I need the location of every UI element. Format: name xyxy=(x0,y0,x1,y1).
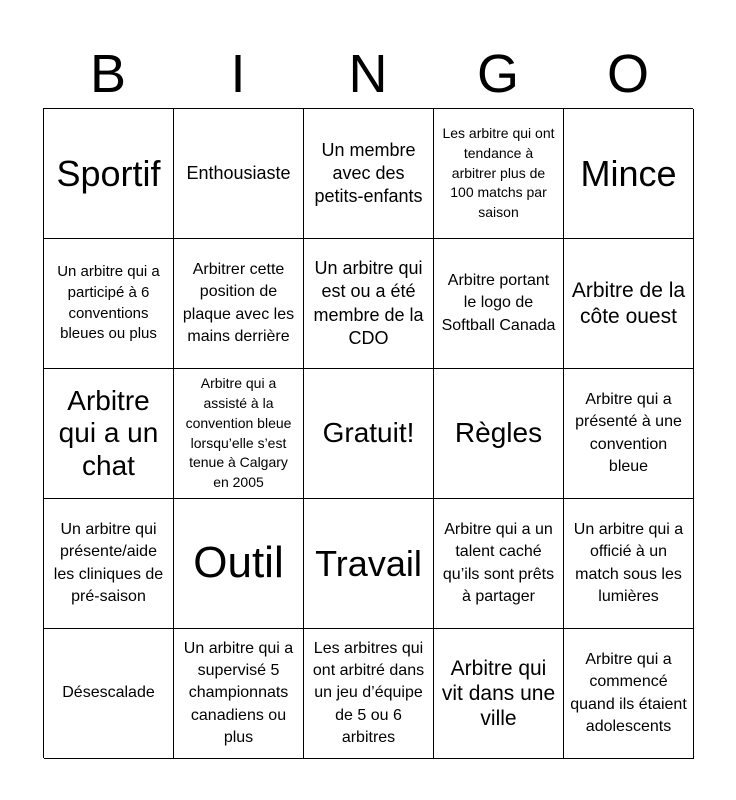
bingo-cell[interactable] xyxy=(174,499,304,629)
bingo-cell[interactable] xyxy=(434,239,564,369)
cell-text: Un arbitre qui présente/aide les cliniques de pré-saison xyxy=(53,521,164,605)
cell-text: Règles xyxy=(454,417,543,449)
cell-text: Sportif xyxy=(56,152,161,194)
bingo-cell[interactable] xyxy=(304,369,434,499)
cell-text: Arbitre qui a un chat xyxy=(58,385,159,481)
bingo-cell[interactable] xyxy=(564,629,694,759)
cell-text: Un arbitre qui a participé à 6 conventions bleues ou plus xyxy=(57,263,160,343)
bingo-cell[interactable] xyxy=(304,239,434,369)
bingo-cell[interactable] xyxy=(434,109,564,239)
cell-text: Arbitrer cette position de plaque avec les mains derrière xyxy=(182,261,295,345)
cell-text: Un arbitre qui a officié à un match sous les lumières xyxy=(573,521,684,605)
cell-text: Un arbitre qui a supervisé 5 championnats canadiens ou plus xyxy=(183,640,294,746)
cell-text: Un arbitre qui est ou a été membre de la CDO xyxy=(313,258,424,348)
bingo-cell[interactable] xyxy=(564,499,694,629)
cell-text: Enthousiaste xyxy=(186,162,291,183)
bingo-cell[interactable] xyxy=(44,239,174,369)
bingo-cell[interactable] xyxy=(44,109,174,239)
bingo-grid xyxy=(43,108,693,758)
bingo-cell[interactable] xyxy=(564,369,694,499)
bingo-cell[interactable] xyxy=(564,239,694,369)
cell-text: Gratuit! xyxy=(322,417,415,449)
cell-text: Arbitre portant le logo de Softball Canada xyxy=(441,272,556,334)
bingo-cell[interactable] xyxy=(434,499,564,629)
bingo-cell[interactable] xyxy=(564,109,694,239)
cell-text: Mince xyxy=(580,152,677,194)
bingo-cell[interactable] xyxy=(174,629,304,759)
bingo-cell[interactable] xyxy=(174,109,304,239)
bingo-cell[interactable] xyxy=(44,629,174,759)
header-letter-i: I xyxy=(230,44,246,104)
bingo-cell[interactable] xyxy=(434,369,564,499)
cell-text: Arbitre qui a un talent caché qu’ils sont prêts à partager xyxy=(442,521,555,605)
bingo-cell[interactable] xyxy=(304,499,434,629)
cell-text: Les arbitres qui ont arbitré dans un jeu d’équipe de 5 ou 6 arbitres xyxy=(312,640,425,746)
bingo-cell[interactable] xyxy=(304,109,434,239)
header-letter-o: O xyxy=(606,44,649,104)
bingo-cell[interactable] xyxy=(44,369,174,499)
bingo-cell[interactable] xyxy=(174,369,304,499)
cell-text: Travail xyxy=(315,542,422,584)
cell-text: Les arbitre qui ont tendance à arbitrer plus de 100 matchs par saison xyxy=(442,124,555,221)
cell-text: Désescalade xyxy=(62,684,155,702)
bingo-header xyxy=(43,40,693,108)
header-letter-n: N xyxy=(348,44,388,104)
bingo-cell[interactable] xyxy=(174,239,304,369)
header-letter-g: G xyxy=(476,44,519,104)
header-letter-b: B xyxy=(89,44,127,104)
bingo-cell[interactable] xyxy=(44,499,174,629)
cell-text: Arbitre qui vit dans une ville xyxy=(441,656,556,731)
cell-text: Un membre avec des petits-enfants xyxy=(314,139,423,207)
cell-text: Outil xyxy=(193,538,284,588)
cell-text: Arbitre qui a assisté à la convention bleue lorsqu’elle s’est tenue à Calgary en 2005 xyxy=(185,374,292,491)
bingo-cell[interactable] xyxy=(304,629,434,759)
bingo-cell[interactable] xyxy=(434,629,564,759)
cell-text: Arbitre de la côte ouest xyxy=(571,279,686,328)
cell-text: Arbitre qui a présenté à une convention bleue xyxy=(575,391,682,475)
cell-text: Arbitre qui a commencé quand ils étaient adolescents xyxy=(570,651,687,735)
